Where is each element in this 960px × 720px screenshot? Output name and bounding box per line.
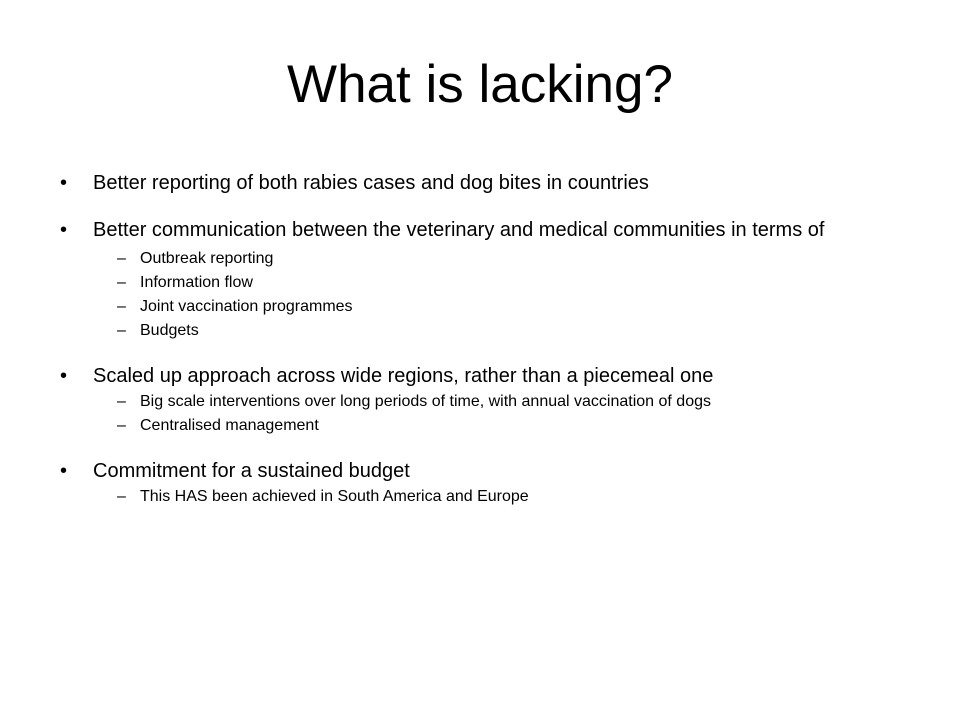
bullet-item — [60, 460, 920, 482]
dash-icon: – — [117, 274, 126, 291]
sub-bullet-text: Information flow — [140, 274, 253, 291]
bullet-item — [60, 172, 920, 194]
sub-bullet-item — [60, 417, 920, 435]
bullet-item — [60, 219, 920, 241]
sub-bullet-text: This HAS been achieved in South America and Europe — [140, 488, 529, 505]
sub-bullet-text: Centralised management — [140, 417, 319, 434]
bullet-list — [60, 172, 920, 506]
sub-bullet-text: Big scale interventions over long periods of time, with annual vaccination of dogs — [140, 393, 711, 410]
bullet-text: Scaled up approach across wide regions, rather than a piecemeal one — [93, 365, 714, 387]
sub-bullet-item — [60, 298, 920, 316]
sub-bullet-item — [60, 393, 920, 411]
sub-bullet-item — [60, 274, 920, 292]
bullet-dot-icon: • — [60, 365, 68, 387]
bullet-text: Commitment for a sustained budget — [93, 460, 410, 482]
sub-bullet-item — [60, 488, 920, 506]
sub-bullet-text: Joint vaccination programmes — [140, 298, 353, 315]
dash-icon: – — [117, 417, 126, 434]
sub-bullet-text: Outbreak reporting — [140, 250, 274, 267]
slide-title: What is lacking? — [287, 55, 673, 114]
dash-icon: – — [117, 393, 126, 410]
bullet-dot-icon: • — [60, 219, 68, 241]
dash-icon: – — [117, 298, 126, 315]
bullet-text: Better reporting of both rabies cases and dog bites in countries — [93, 172, 649, 194]
sub-bullet-item — [60, 250, 920, 268]
bullet-text: Better communication between the veterinary and medical communities in terms of — [93, 219, 825, 241]
dash-icon: – — [117, 488, 126, 505]
sub-bullet-text: Budgets — [140, 322, 199, 339]
dash-icon: – — [117, 250, 126, 267]
dash-icon: – — [117, 322, 126, 339]
bullet-item — [60, 365, 920, 387]
bullet-dot-icon: • — [60, 172, 68, 194]
bullet-dot-icon: • — [60, 460, 68, 482]
sub-bullet-item — [60, 322, 920, 340]
